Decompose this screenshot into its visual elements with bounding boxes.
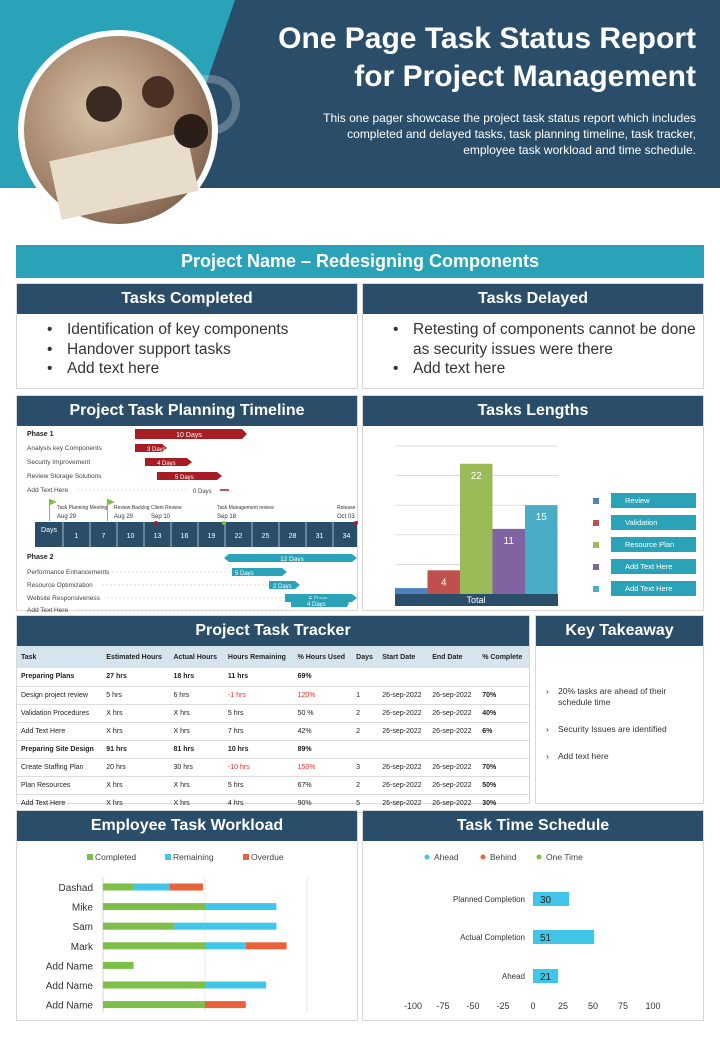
tasks-completed-list: [17, 314, 357, 379]
task-name: Analysis key Components: [27, 445, 102, 452]
table-cell: Add Text Here: [17, 722, 102, 740]
table-cell: Validation Procedures: [17, 704, 102, 722]
bar-segment: [205, 942, 246, 949]
tick-label: -25: [496, 1001, 510, 1011]
workload-title: Employee Task Workload: [17, 811, 357, 841]
timeline-chart: [17, 426, 357, 614]
list-item: • Retesting of components cannot be done as security issues were there: [393, 320, 703, 359]
bar-segment: [134, 884, 170, 891]
table-cell: Create Staffing Plan: [17, 758, 102, 776]
legend-label: Completed: [95, 852, 137, 862]
tasks-delayed-title: Tasks Delayed: [363, 284, 703, 314]
table-row: [17, 704, 529, 722]
tasks-completed-title: Tasks Completed: [17, 284, 357, 314]
table-header: Task: [17, 646, 102, 668]
legend-swatch: [243, 854, 249, 860]
phase1-bar-label: 10 Days: [176, 432, 202, 439]
project-name-bar: Project Name – Redesigning Components: [16, 245, 704, 278]
day-tick: 13: [153, 533, 162, 540]
table-cell: 26-sep-2022: [428, 758, 478, 776]
task-name: Add Text Here: [27, 487, 69, 494]
table-row: [17, 668, 529, 686]
bar-segment: [174, 923, 276, 930]
table-cell: 26-sep-2022: [378, 776, 428, 794]
legend-swatch: [593, 520, 599, 526]
table-cell: Plan Resources: [17, 776, 102, 794]
day-tick: 22: [234, 533, 243, 540]
category-label: Planned Completion: [452, 895, 525, 904]
data-label: 11: [503, 535, 514, 547]
table-cell: 89%: [294, 740, 353, 758]
table-cell: 6 hrs: [169, 686, 223, 704]
task-lengths-panel: [362, 395, 704, 611]
table-cell: 27 hrs: [102, 668, 169, 686]
table-cell: 40%: [478, 704, 529, 722]
table-cell: 90%: [294, 794, 353, 812]
phase2-label: Phase 2: [27, 554, 54, 561]
table-cell: 26-sep-2022: [428, 704, 478, 722]
table-cell: X hrs: [169, 794, 223, 812]
table-cell: [478, 740, 529, 758]
task-tracker-title: Project Task Tracker: [17, 616, 529, 646]
day-tick: 10: [126, 533, 135, 540]
tasks-delayed-list: [363, 314, 703, 379]
milestone-date: Sep 10: [151, 514, 171, 520]
category-label: Sam: [72, 922, 93, 934]
workload-chart: [17, 841, 357, 1020]
key-takeaway-panel: [535, 615, 704, 804]
legend-label: Remaining: [173, 852, 214, 862]
legend-swatch: [87, 854, 93, 860]
task-duration: 4 Days: [307, 602, 326, 608]
day-tick: 7: [101, 533, 106, 540]
tick-label: -50: [466, 1001, 480, 1011]
legend-label: Behind: [490, 852, 517, 862]
tick-label: 75: [617, 1001, 629, 1011]
table-row: [17, 722, 529, 740]
table-header: Days: [352, 646, 378, 668]
key-takeaway-title: Key Takeaway: [536, 616, 703, 646]
table-cell: 26-sep-2022: [378, 794, 428, 812]
table-cell: 50 %: [294, 704, 353, 722]
table-cell: X hrs: [102, 704, 169, 722]
list-item: › 20% tasks are ahead of their schedule time: [540, 686, 695, 708]
table-header: Hours Remaining: [224, 646, 294, 668]
table-cell: 5 hrs: [224, 704, 294, 722]
table-cell: Design project review: [17, 686, 102, 704]
data-label: 4: [440, 577, 447, 589]
phase2-bar-label: 12 Days: [280, 556, 304, 563]
table-cell: 69%: [294, 668, 353, 686]
page-title: One Page Task Status Report for Project Management: [278, 22, 696, 93]
day-tick: 1: [74, 533, 79, 540]
tasks-completed-panel: [16, 283, 358, 389]
bar-segment: [246, 942, 287, 949]
task-name: Website Responsiveness: [27, 595, 100, 602]
data-label: 51: [540, 933, 552, 944]
table-cell: 26-sep-2022: [428, 794, 478, 812]
tasks-delayed-panel: [362, 283, 704, 389]
table-cell: X hrs: [169, 704, 223, 722]
table-cell: X hrs: [169, 722, 223, 740]
task-name: Security Improvement: [27, 459, 91, 466]
table-cell: 26-sep-2022: [378, 758, 428, 776]
legend-label: Review: [625, 496, 650, 505]
day-tick: 25: [261, 533, 270, 540]
tick-label: 100: [645, 1001, 661, 1011]
table-cell: 18 hrs: [169, 668, 223, 686]
table-cell: [352, 740, 378, 758]
milestones: [49, 499, 356, 521]
tick-label: -75: [436, 1001, 450, 1011]
table-cell: -10 hrs: [224, 758, 294, 776]
task-tracker-table: [17, 646, 529, 813]
legend-swatch: [593, 564, 599, 570]
category-label: Ahead: [501, 972, 525, 981]
table-cell: 81 hrs: [169, 740, 223, 758]
table-cell: 30%: [478, 794, 529, 812]
table-cell: X hrs: [169, 776, 223, 794]
task-lengths-title: Tasks Lengths: [363, 396, 703, 426]
category-label: Add Name: [45, 1000, 93, 1012]
table-cell: 120%: [294, 686, 353, 704]
task-name: Review Storage Solutions: [27, 473, 102, 480]
tick-label: 0: [530, 1001, 536, 1011]
table-cell: 2: [352, 704, 378, 722]
category-label: Add Name: [45, 981, 93, 992]
bar-segment: [103, 962, 134, 969]
tick-label: -100: [403, 1001, 423, 1011]
data-label: 22: [470, 470, 482, 482]
bar-segment: [205, 1001, 246, 1008]
task-duration: 4 Days: [157, 461, 176, 467]
list-item: › Add text here: [540, 751, 695, 762]
table-cell: Preparing Plans: [17, 668, 102, 686]
legend-dot: [481, 855, 486, 860]
milestone-date: Sep 18: [217, 514, 237, 520]
table-cell: 91 hrs: [102, 740, 169, 758]
table-cell: 70%: [478, 686, 529, 704]
task-tracker-panel: [16, 615, 530, 807]
table-cell: 50%: [478, 776, 529, 794]
task-name: Performance Enhancements: [27, 569, 110, 576]
table-cell: X hrs: [102, 776, 169, 794]
schedule-title: Task Time Schedule: [363, 811, 703, 841]
category-label: Add Name: [45, 961, 93, 973]
legend-box: [611, 493, 696, 508]
milestone-label: Client Review: [151, 505, 182, 511]
table-cell: 26-sep-2022: [428, 776, 478, 794]
tick-label: 25: [557, 1001, 569, 1011]
table-cell: [428, 668, 478, 686]
bar-segment: [169, 884, 203, 891]
table-cell: 5: [352, 794, 378, 812]
category-label: Mike: [71, 902, 93, 914]
legend-swatch: [165, 854, 171, 860]
table-header: % Complete: [478, 646, 529, 668]
list-item: › Security Issues are identified: [540, 724, 695, 735]
table-header: Estimated Hours: [102, 646, 169, 668]
table-cell: 42%: [294, 722, 353, 740]
table-cell: 26-sep-2022: [428, 722, 478, 740]
table-cell: 4 hrs: [224, 794, 294, 812]
table-cell: 11 hrs: [224, 668, 294, 686]
table-cell: [478, 668, 529, 686]
page-subtitle: This one pager showcase the project task status report which includes completed and delayed tasks, task planning timeline, task tracker, employee task workload and time schedule.: [323, 111, 696, 157]
key-takeaway-list: [536, 646, 703, 762]
table-row: [17, 740, 529, 758]
table-cell: 26-sep-2022: [378, 722, 428, 740]
bar-segment: [103, 982, 205, 989]
milestone-date: Oct 03: [337, 514, 355, 520]
table-cell: X hrs: [102, 722, 169, 740]
table-cell: 20 hrs: [102, 758, 169, 776]
table-row: [17, 776, 529, 794]
day-tick: 16: [180, 533, 189, 540]
bar-segment: [103, 903, 205, 910]
table-cell: 70%: [478, 758, 529, 776]
x-axis-label: Total: [466, 595, 486, 605]
table-row: [17, 758, 529, 776]
legend-label: Resource Plan: [625, 540, 675, 549]
milestone-label: Release: [337, 505, 356, 511]
legend-label: Overdue: [251, 852, 284, 862]
workload-panel: [16, 810, 358, 1021]
category-label: Mark: [70, 941, 93, 953]
table-cell: 26-sep-2022: [428, 686, 478, 704]
table-cell: 6%: [478, 722, 529, 740]
table-cell: 30 hrs: [169, 758, 223, 776]
table-cell: 5 hrs: [224, 776, 294, 794]
day-tick: 19: [207, 533, 216, 540]
list-item: • Add text here: [47, 359, 357, 379]
task-duration: 2 Days: [273, 584, 292, 590]
timeline-title: Project Task Planning Timeline: [17, 396, 357, 426]
table-cell: 26-sep-2022: [378, 686, 428, 704]
table-header: Actual Hours: [169, 646, 223, 668]
bar-segment: [103, 923, 174, 930]
category-label: Actual Completion: [460, 933, 525, 942]
bar-segment: [103, 884, 134, 891]
legend-label: Add Text Here: [625, 562, 673, 571]
task-duration: 3 Days: [147, 447, 166, 453]
legend-label: Validation: [625, 518, 658, 527]
task-duration: 5 Days: [235, 571, 254, 577]
milestone-label: Task Planning Meeting: [57, 505, 108, 511]
table-cell: 1: [352, 686, 378, 704]
team-photo: [18, 30, 218, 230]
days-label: Days: [41, 527, 57, 534]
task-name: Resource Optimization: [27, 582, 93, 589]
data-label: 21: [540, 972, 552, 983]
category-label: Dashad: [58, 883, 93, 894]
bar: [395, 588, 428, 594]
table-cell: 150%: [294, 758, 353, 776]
data-label: 30: [540, 895, 552, 906]
list-item: • Handover support tasks: [47, 340, 357, 360]
milestone-date: Aug 29: [57, 514, 77, 520]
legend-swatch: [593, 542, 599, 548]
day-tick: 31: [315, 533, 324, 540]
legend-label: Add Text Here: [625, 584, 673, 593]
bar-segment: [103, 1001, 205, 1008]
table-cell: 2: [352, 722, 378, 740]
milestone-date: Aug 29: [114, 514, 134, 520]
bar-segment: [205, 982, 266, 989]
table-header: Start Date: [378, 646, 428, 668]
table-cell: 7 hrs: [224, 722, 294, 740]
last-task-bar-wrap: [289, 598, 349, 610]
timeline-panel: [16, 395, 358, 614]
milestone-label: Review Backlog: [114, 505, 150, 511]
table-cell: 5 hrs: [102, 686, 169, 704]
table-cell: 67%: [294, 776, 353, 794]
task-duration: 0 Days: [193, 489, 212, 495]
table-cell: Preparing Site Design: [17, 740, 102, 758]
tick-label: 50: [587, 1001, 599, 1011]
schedule-chart: [363, 841, 703, 1020]
table-cell: [378, 668, 428, 686]
table-cell: -1 hrs: [224, 686, 294, 704]
legend-label: One Time: [546, 852, 583, 862]
schedule-panel: [362, 810, 704, 1021]
table-header: End Date: [428, 646, 478, 668]
table-cell: Add Text Here: [17, 794, 102, 812]
task-lengths-chart: [363, 426, 703, 610]
task-duration: 5 Days: [175, 475, 194, 481]
table-cell: X hrs: [102, 794, 169, 812]
legend-swatch: [593, 498, 599, 504]
table-cell: 2: [352, 776, 378, 794]
table-row: [17, 686, 529, 704]
list-item: • Identification of key components: [47, 320, 357, 340]
table-cell: [428, 740, 478, 758]
list-item: • Add text here: [393, 359, 703, 379]
days-axis: [35, 522, 357, 547]
data-label: 15: [535, 512, 547, 524]
legend-dot: [425, 855, 430, 860]
table-cell: [352, 668, 378, 686]
legend-dot: [537, 855, 542, 860]
table-header: % Hours Used: [294, 646, 353, 668]
day-tick: 34: [342, 533, 351, 540]
legend-swatch: [593, 586, 599, 592]
day-tick: 28: [288, 533, 297, 540]
bar-segment: [103, 942, 205, 949]
legend-label: Ahead: [434, 852, 459, 862]
task-name: Add Text Here: [27, 607, 69, 614]
table-cell: 3: [352, 758, 378, 776]
table-cell: 10 hrs: [224, 740, 294, 758]
bar: [460, 464, 493, 594]
phase1-label: Phase 1: [27, 431, 54, 438]
bar-segment: [205, 903, 276, 910]
table-cell: [378, 740, 428, 758]
table-cell: 26-sep-2022: [378, 704, 428, 722]
milestone-label: Task Management review: [217, 505, 274, 511]
